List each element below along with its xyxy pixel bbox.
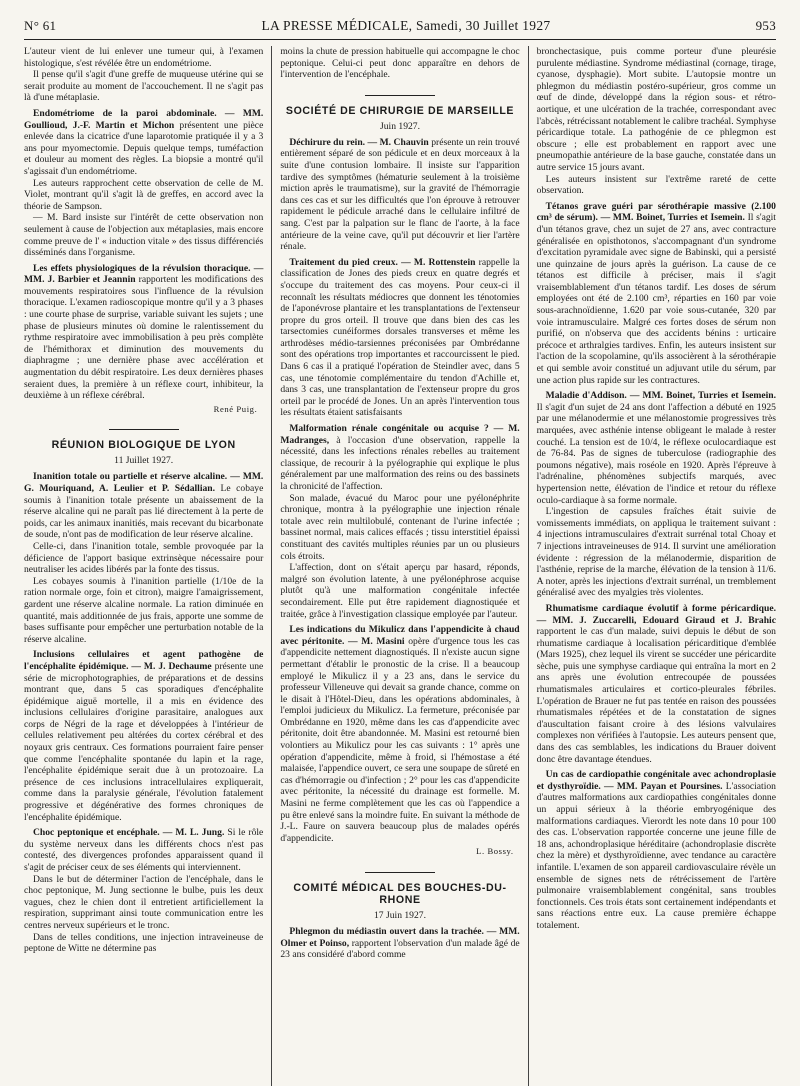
article: [24, 471, 263, 541]
article-heading: Rhumatisme cardiaque évolutif à forme péricardique. — MM. J. Zuccarelli, Edouard Giraud et J. Brahic: [536, 602, 776, 626]
issue-number: N° 61: [24, 18, 57, 33]
article: [537, 390, 776, 506]
article: [24, 108, 263, 178]
article: [280, 137, 519, 253]
running-header: [24, 18, 776, 40]
section-heading: COMITÉ MÉDICAL DES BOUCHES-DU-RHONE: [293, 882, 507, 906]
article-body: présente un rein trouvé entièrement séparé de son pédicule et en deux morceaux à la suite d'une contusion lombaire. Il insiste sur l'apparition tardive des symptômes (hématurie seulement à la troisième miction après le traumatisme), sur la gravité de l'hémorragie dans ces cas et sur les difficultés que l'on éprouve à retrouver rapidement le pédicule arraché dans le cellulaire infiltré de sang. C'est par la palpation sur le flanc de l'aorte, à la face antérieure de la veine cave, qu'il put découvrir et lier l'artère rénale.: [280, 136, 520, 253]
section-date: 11 Juillet 1927.: [114, 455, 174, 467]
article-body: Si le rôle du système nerveux dans les différents chocs n'est pas contesté, des divergences profondes apparaissent quand il s'agit de préciser ceux de ses éléments qui interviennent.: [24, 827, 264, 873]
article: [280, 624, 519, 844]
article: [24, 827, 263, 873]
article-heading: Les indications du Mikulicz dans l'appendicite à chaud avec péritonite. — M. Masini: [280, 624, 520, 647]
article-body: présente une série de microphotographies, de préparations et de dessins montrant que, dans 5 cas sporadiques d'encéphalite épidémique aiguë mortelle, il a mis en évidence des inclusions cellulaires d'origine parasitaire, analogues aux corps de Négri de la rage et développées à l'intérieur de cellules relativement peu altérées du cortex cérébral et des noyaux gris centraux. Ces formations pourraient faire penser que comme l'encéphalite spontanée du lapin et la rage, l'encéphalite épidémique serait due à un protozoaire. La présence de ces inclusions intracellulaires expliquerait, comme dans la paralysie générale, l'évolution fatalement progressive et dégénérative des formes chroniques de l'encéphalite épidémique.: [24, 660, 264, 823]
paragraph: L'affection, dont on s'était aperçu par hasard, réponds, malgré son évolution latente, à une pyélonéphrose acquise plutôt qu'à une malformation congénitale infectée secondairement. Elle put être rapidement diagnostiquée et traitée, grâce à l'investigation classique employée par l'auteur.: [280, 562, 520, 620]
article-heading: Traitement du pied creux. — M. Rottenstein: [289, 256, 476, 268]
article-heading: Déchirure du rein. — M. Chauvin: [289, 136, 429, 148]
section-date: 17 Juin 1927.: [374, 910, 426, 921]
article: [537, 769, 776, 931]
paragraph: — M. Bard insiste sur l'intérêt de cette observation non seulement à cause de l'objection aux métaplasies, mais encore comme preuve de l' « induction vitale » des tissus différenciés disséminés dans l'organisme.: [24, 212, 264, 259]
article-heading: Inanition totale ou partielle et réserve alcaline. — MM. G. Mouriquand, A. Leulier et P. Sédallian.: [24, 471, 264, 494]
column-3: [528, 46, 776, 1086]
article-heading: Les effets physiologiques de la révulsion thoracique. — MM. J. Barbier et Jeannin: [24, 262, 264, 286]
article-heading: Un cas de cardiopathie congénitale avec achondroplasie et dysthyroïdie. — MM. Payan et Poursines.: [536, 769, 776, 792]
article: [280, 926, 519, 961]
paragraph: bronchectasique, puis comme porteur d'une pleurésie purulente médiastine. Syndrome médiastinal (cornage, tirage, cyanose, dysphagie). Mort subite. L'autopsie montre un phlegmon du médiastin postéro-supérieur, gros comme un œuf de dinde, développé dans la région sous- et rétro-aortique, et une ulcération de la trachée, correspondant avec l'abcès, rétrécissant notablement le calibre trachéal. Symphyse péricardique totale. La pathogénie de ce phlegmon est obscure ; elle est probablement en rapport avec une pneumopathie antérieure de la base gauche, constatée dans un autre service 15 jours avant.: [536, 46, 776, 173]
paragraph: moins la chute de pression habituelle qui accompagne le choc peptonique. Celui-ci peut donc apparaître en dehors de l'intervention de l'encéphale.: [280, 46, 520, 81]
page-number: 953: [755, 18, 776, 33]
article-heading: Phlegmon du médiastin ouvert dans la trachée. — MM. Olmer et Poinso,: [280, 926, 520, 949]
article-body: rapportent le cas d'un malade, suivi depuis le début de son rhumatisme cardiaque à localisation péricarditique d'emblée (Mars 1925), chez lequel ils virent se succéder une péricardite sèche, puis une symphyse cardiaque qui entraîna la mort en 2 ans après une évolution entrecoupée de poussées rhumatismales articulaires et cortico-pleurales fébriles. L'opération de Brauer ne fut pas tentée en raison des poussées rhumatismales répétées et de la constatation de signes d'auscultation faisant croire à des lésions valvulaires complexes non vérifiées à l'autopsie. Les auteurs pensent que, dans des cas semblables, les indications du Brauer doivent donc être davantage étendues.: [536, 626, 776, 765]
section-heading: SOCIÉTÉ DE CHIRURGIE DE MARSEILLE: [285, 104, 515, 117]
signature: L. Bossy.: [476, 846, 514, 857]
section-heading: RÉUNION BIOLOGIQUE DE LYON: [51, 439, 236, 452]
article-body: opère d'urgence tous les cas d'appendicite nettement diagnostiqués. Il n'existe aucun signe permettant d'établir le pronostic de la crise. Il a beaucoup employé le Mikulicz il y a 23 ans, dans le service du professeur Villeneuve qui devait sa grande chance, comme on le disait à l'Hôtel-Dieu, dans les opérations abdominales, à l'emploi judicieux du Mikulicz. La fermeture, préconisée par Ombrédanne en 1920, même dans les cas d'appendicite avec péritonite, doit être abandonnée. M. Masini est retourné bien volontiers au Mikulicz pour les cas suivants : 1° après une opération d'appendicite, même à froid, si l'hémostase a été malaisée, l'appendice ouvert, ce sera une soupape de sûreté en cas d'hémorragie ou d'infection ; 2° pour les cas d'appendicite avec péritonite, la nécessité du drainage est formelle. M. Masini ne ferme complètement que les cas où l'appendice a pu être enlevé sans la moindre fuite. En suivant la méthode de J.-L. Faure on sauvera beaucoup plus de malades opérés d'appendicite.: [280, 635, 520, 844]
article-heading: Malformation rénale congénitale ou acquise ? — M. Madranges,: [280, 423, 520, 446]
paragraph: Dans le but de déterminer l'action de l'encéphale, dans le choc peptonique, M. Jung sectionne le bulbe, puis les deux vagues, chez le chien dont il entretient artificiellement la respiration, supprimant ainsi toute communication entre les centres nerveux supérieurs et le tronc.: [24, 873, 264, 931]
column-2: [271, 46, 527, 1086]
article-body: L'association d'autres malformations aux cardiopathies congénitales donne un appui sérieux à la théorie embryogénique des malformations cardiaques. Vierordt les note dans 10 pour 100 des cas. L'observation rapportée concerne une jeune fille de 18 ans, achondroplasique héréditaire (achondroplasie discrète chez la mère) et dysthyroïdienne, avec tendance au caractère infantile. L'examen de son appareil cardiovasculaire révèle un ensemble de signes nets de rétrécissement de l'artère pulmonaire vraisemblablement congénital, sans troubles fonctionnels. Ces trois états sont certainement indépendants et sans réactions entre eux. La cause première échappe totalement.: [536, 780, 776, 931]
signature: René Puig.: [213, 403, 258, 414]
article-body: rapportent les modifications des mouvements respiratoires sous l'influence de la révulsion thoracique. L'examen radioscopique montre qu'il y a 3 phases : une courte phase de surprise, variable suivant les sujets ; une phase de plusieurs minutes où domine le ralentissement du rythme respiratoire avec immobilisation à peu près complète de l'hémithorax et diminution des mouvements du diaphragme ; une dernière phase avec accélération et augmentation du débit respiratoire. Les deux dernières phases seraient dues, la première à un réflexe court, inhibiteur, la deuxième à un réflexe cérébral.: [24, 274, 264, 402]
section-divider: [109, 429, 179, 430]
paragraph: Celle-ci, dans l'inanition totale, semble provoquée par la déficience de l'apport basique extrinsèque nécessaire pour neutraliser les acides libérés par la fonte des tissus.: [24, 540, 264, 576]
article: [24, 649, 263, 823]
article-heading: Inclusions cellulaires et agent pathogène de l'encéphalite épidémique. — M. J. Dechaume: [24, 649, 264, 672]
column-1: [24, 46, 271, 1086]
article-body: rappelle la classification de Jones des pieds creux en quatre degrés et s'occupe du traitement des cas moyens. Pour ceux-ci il reconnaît les résultats médiocres que donnent les ténotomies de l'aponévrose plantaire et les transplantations de l'extenseur propre du gros orteil. Il trouve que dans bien des cas les tarsectomies cunéiformes dorsales transverses et même les arthrodèses médio-tarsiennes préconisées par Ombrédanne sont des opérations trop importantes et raccourcissent le pied. Dans 6 cas il a pratiqué l'opération de Steindler avec, dans 5 cas, une ténotomie complémentaire du tendon d'Achille et, dans 3 cas, une transplantation de l'extenseur propre du gros orteil par le procédé de Jones. Un an après l'intervention tous les résultats étaient satisfaisants: [280, 256, 520, 419]
text-columns: [24, 46, 776, 1086]
section-divider: [365, 872, 435, 873]
section-divider: [365, 95, 435, 96]
article-body: Le cobaye soumis à l'inanition totale présente un abaissement de la réserve alcaline qui ne paraît pas lié directement à la perte de poids, car les animaux inanitiés, mais recevant du bicarbonate de soude, n'ont pas de modification de leur réserve alcaline.: [24, 483, 264, 541]
article-body: à l'occasion d'une observation, rappelle la nécessité, dans les infections rénales rebelles au traitement classique, de recourir à la pyélographie qui explique le plus généralement par une malformation des reins ou des bassinets la chronicité de l'affection.: [280, 434, 520, 492]
article: [24, 263, 263, 402]
article-heading: Maladie d'Addison. — MM. Boinet, Turries et Isemein.: [545, 390, 776, 402]
paragraph: Il pense qu'il s'agit d'une greffe de muqueuse utérine qui se serait produite au moment de l'accouchement. Il ne s'agit pas là d'une métaplasie.: [24, 69, 264, 104]
paragraph: Les auteurs rapprochent cette observation de celle de M. Violet, montrant qu'il s'agit là de greffes, en accord avec la théorie de Sampson.: [24, 177, 264, 212]
paragraph: Son malade, évacué du Maroc pour une pyélonéphrite chronique, montra à la pyélographie une injection rénale totale avec rein multilobulé, contenant de l'urine infectée ; bassinet normal, mais calices effacés ; tissu interstitiel épaissi constituant des cavités multiples réunies par un ou plusieurs cols étroits.: [280, 492, 520, 562]
article-body: présentent une pièce enlevée dans la cicatrice d'une laparotomie pratiquée il y a 3 ans pour myomectomie. Depuis quelque temps, tuméfaction et douleur au moment des règles. La biopsie a montré qu'il s'agissait d'un endométriome.: [24, 119, 264, 177]
article-body: Il s'agit d'un tétanos grave, chez un sujet de 27 ans, avec contracture généralisée en opisthotonos, s'accompagnant d'un syndrome d'excitation pyramidale avec signe de Babinski, qui a persisté une quinzaine de jours après la guérison. La cause de ce tétanos est difficile à préciser, mais il s'agit vraisemblablement d'un tétanos tardif. Les doses de sérum employées ont été de 2.100 cm³, réparties en 160 par voie sous-arachnoïdienne, 1.620 par voie sous-cutanée, 320 par voie intramusculaire. Malgré ces fortes doses de sérum non purifié, on n'observa que des accidents bénins : urticaire précoce et arthralgies tardives. Enfin, les auteurs insistent sur l'action de la scopolamine, qu'ils associèrent à la sérothérapie et qui semble avoir constitué un adjuvant utile du sérum, par une action plus rapide sur les contractures.: [536, 212, 776, 386]
article: [280, 257, 519, 419]
section-date: Juin 1927.: [380, 120, 420, 132]
paragraph: Les auteurs insistent sur l'extrême rareté de cette observation.: [536, 173, 776, 197]
paragraph: L'auteur vient de lui enlever une tumeur qui, à l'examen histologique, s'est révélée être un endométriome.: [24, 46, 264, 69]
article-heading: Choc peptonique et encéphale. — M. L. Jung.: [33, 827, 225, 839]
article-body: rapportent l'observation d'un malade âgé de 23 ans considéré d'abord comme: [280, 937, 520, 961]
paragraph: L'ingestion de capsules fraîches était suivie de vomissements immédiats, on appliqua le traitement suivant : 4 injections intramusculaires d'extrait surrénal total Choay et 7 injections intraveineuses de 914. Il survint une amélioration évidente : régression de la mélanodermie, disparition de l'asthénie, reprise de la marche, élévation de la tension à 11/6. A noter, après les injections d'extrait surrénal, un tremblement généralisé avec des myalgies très violentes.: [536, 506, 776, 599]
paragraph: Dans de telles conditions, une injection intraveineuse de peptone de Witte ne détermine pas: [24, 931, 264, 955]
paragraph: Les cobayes soumis à l'inanition partielle (1/10e de la ration normale orge, foin et citron), maigre l'amaigrissement, gardent une réserve alcaline normale. La ration diminuée en quantité, mais additionnée de jus frais, apporte une somme de bases suffisante pour empêcher une perturbation notable de la réserve alcaline.: [24, 575, 264, 645]
article: [537, 201, 776, 387]
article-heading: Tétanos grave guéri par sérothérapie massive (2.100 cm³ de sérum). — MM. Boinet, Turries et Isemein.: [536, 200, 776, 224]
article: [280, 423, 519, 493]
article-heading: Endométriome de la paroi abdominale. — MM. Goullioud, J.-F. Martin et Michon: [24, 107, 264, 131]
article: [537, 603, 776, 765]
article-body: Il s'agit d'un sujet de 24 ans dont l'affection a débuté en 1925 par une mélanodermie et une mélanostomie progressives très marquées, avec asthénie intense obligeant le malade à rester couché. La tension est de 10/4, le réflexe oculocardiaque est de 76-84. Pas de signes de tuberculose (radiographie des poumons négative), mais roséole en 1920. Après l'épreuve à l'adrénaline, phénomènes subjectifs marqués, avec hypertension nette, élévation de l'indice et retour du réflexe oculo-cardiaque à sa forme normale.: [536, 401, 776, 506]
journal-title: LA PRESSE MÉDICALE, Samedi, 30 Juillet 1927: [261, 18, 551, 33]
